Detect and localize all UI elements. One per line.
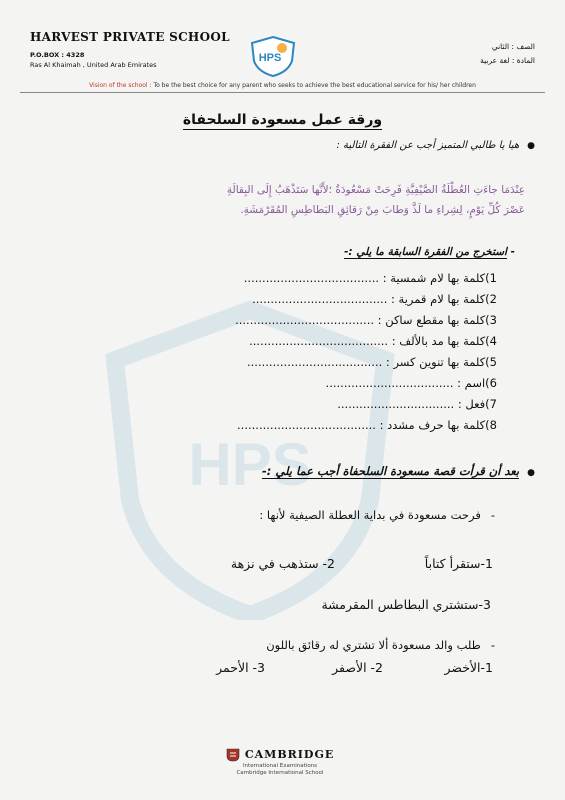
school-info bbox=[30, 30, 230, 70]
list-item: 2)كلمة بها لام قمرية : ..................................... bbox=[252, 292, 497, 306]
vision-label: Vision of the school : bbox=[89, 82, 152, 89]
option-2[interactable]: 2- الأصفر bbox=[332, 660, 383, 675]
answer-blank[interactable]: ..................................... bbox=[243, 271, 380, 285]
logo-text: HPS bbox=[258, 52, 282, 64]
list-item: 8)كلمة بها حرف مشدد : ...................................... bbox=[237, 418, 497, 432]
school-logo-icon bbox=[248, 35, 298, 77]
worksheet-title bbox=[0, 112, 565, 128]
answer-blank[interactable]: ..................................... bbox=[252, 292, 388, 306]
list-item: 7)فعل : ................................ bbox=[337, 397, 497, 411]
school-location: Ras Al Khaimah , United Arab Emirates bbox=[30, 61, 157, 69]
question-2-heading bbox=[262, 464, 535, 478]
answer-blank[interactable]: ................................... bbox=[325, 376, 454, 390]
worksheet-title-text: ورقة عمل مسعودة السلحفاة bbox=[182, 112, 383, 128]
cambridge-logo bbox=[210, 744, 350, 777]
watermark-text: HPS bbox=[188, 431, 312, 498]
instruction-text: ● هيا يا طالبي المتميز أجب عن الفقرة التالية : bbox=[336, 140, 535, 151]
option-1[interactable]: 1-ستقرأ كتاباً bbox=[424, 556, 493, 571]
question-2b: - طلب والد مسعودة ألا تشتري له رقائق باللون bbox=[266, 638, 495, 652]
passage-line-2: عَصْرَ كُلِّ يَوْمٍ، لِشِراءِ ما لَذَّ وَطابَ مِنْ رَقائِقِ البَطاطِسِ المُقَرْمَشَةِ. bbox=[240, 204, 525, 216]
answer-blank[interactable]: ...................................... bbox=[249, 334, 389, 348]
class-info bbox=[480, 40, 535, 68]
cambridge-line-2: Cambridge International School bbox=[236, 770, 324, 776]
cambridge-line-1: International Examinations bbox=[242, 763, 318, 769]
list-item: 1)كلمة بها لام شمسية : ..................................... bbox=[243, 271, 497, 285]
answer-blank[interactable]: ...................................... bbox=[237, 418, 376, 432]
list-item: 3)كلمة بها مقطع ساكن : ...................................... bbox=[235, 313, 497, 327]
reading-passage bbox=[85, 180, 525, 220]
passage-line-1: عِنْدَمَا جاءَتِ العُطْلَةُ الصَّيْفِيَّةِ فَرِحَتْ مَسْعُودَةُ ؛لأَنَّها سَتَذْهَبُ إِلَى البِقالَةِ bbox=[226, 184, 525, 196]
question-2-text: بعد أن قرأت قصة مسعودة السلحفاة أجب عما يلي :- bbox=[262, 464, 520, 478]
list-item: 5)كلمة بها تنوين كسر : ..................................... bbox=[247, 355, 497, 369]
option-2[interactable]: 2- ستذهب في نزهة bbox=[230, 556, 335, 571]
po-box: P.O.BOX : 4328 bbox=[30, 51, 85, 59]
extract-list bbox=[235, 268, 497, 436]
extract-heading-text: استخرج من الفقرة السابقة ما يلي :- bbox=[344, 246, 507, 258]
answer-blank[interactable]: ..................................... bbox=[247, 355, 383, 369]
school-name: HARVEST PRIVATE SCHOOL bbox=[30, 30, 230, 44]
subject-label: المادة : لغة عربية bbox=[480, 56, 535, 65]
cambridge-crest-icon bbox=[226, 748, 240, 762]
answer-blank[interactable]: ................................ bbox=[337, 397, 455, 411]
vision-statement bbox=[0, 82, 565, 89]
vision-text: To be the best choice for any parent who seeks to achieve the best educational service for his/ her children bbox=[153, 82, 476, 89]
grade-label: الصف : الثاني bbox=[491, 42, 535, 51]
answer-blank[interactable]: ...................................... bbox=[235, 313, 375, 327]
header-divider bbox=[20, 92, 545, 93]
list-item: 4)كلمة بها مد بالألف : ...................................... bbox=[249, 334, 497, 348]
option-3[interactable]: 3-ستشتري البطاطس المقرمشة bbox=[321, 597, 491, 612]
question-2a: - فرحت مسعودة في بداية العطلة الصيفية لأنها : bbox=[259, 508, 495, 522]
option-3[interactable]: 3- الأحمر bbox=[216, 660, 265, 675]
option-1[interactable]: 1-الأخضر bbox=[444, 660, 493, 675]
extract-heading: - استخرج من الفقرة السابقة ما يلي :- bbox=[344, 246, 515, 258]
list-item: 6)اسم : ................................... bbox=[325, 376, 497, 390]
cambridge-brand: CAMBRIDGE bbox=[244, 748, 335, 761]
